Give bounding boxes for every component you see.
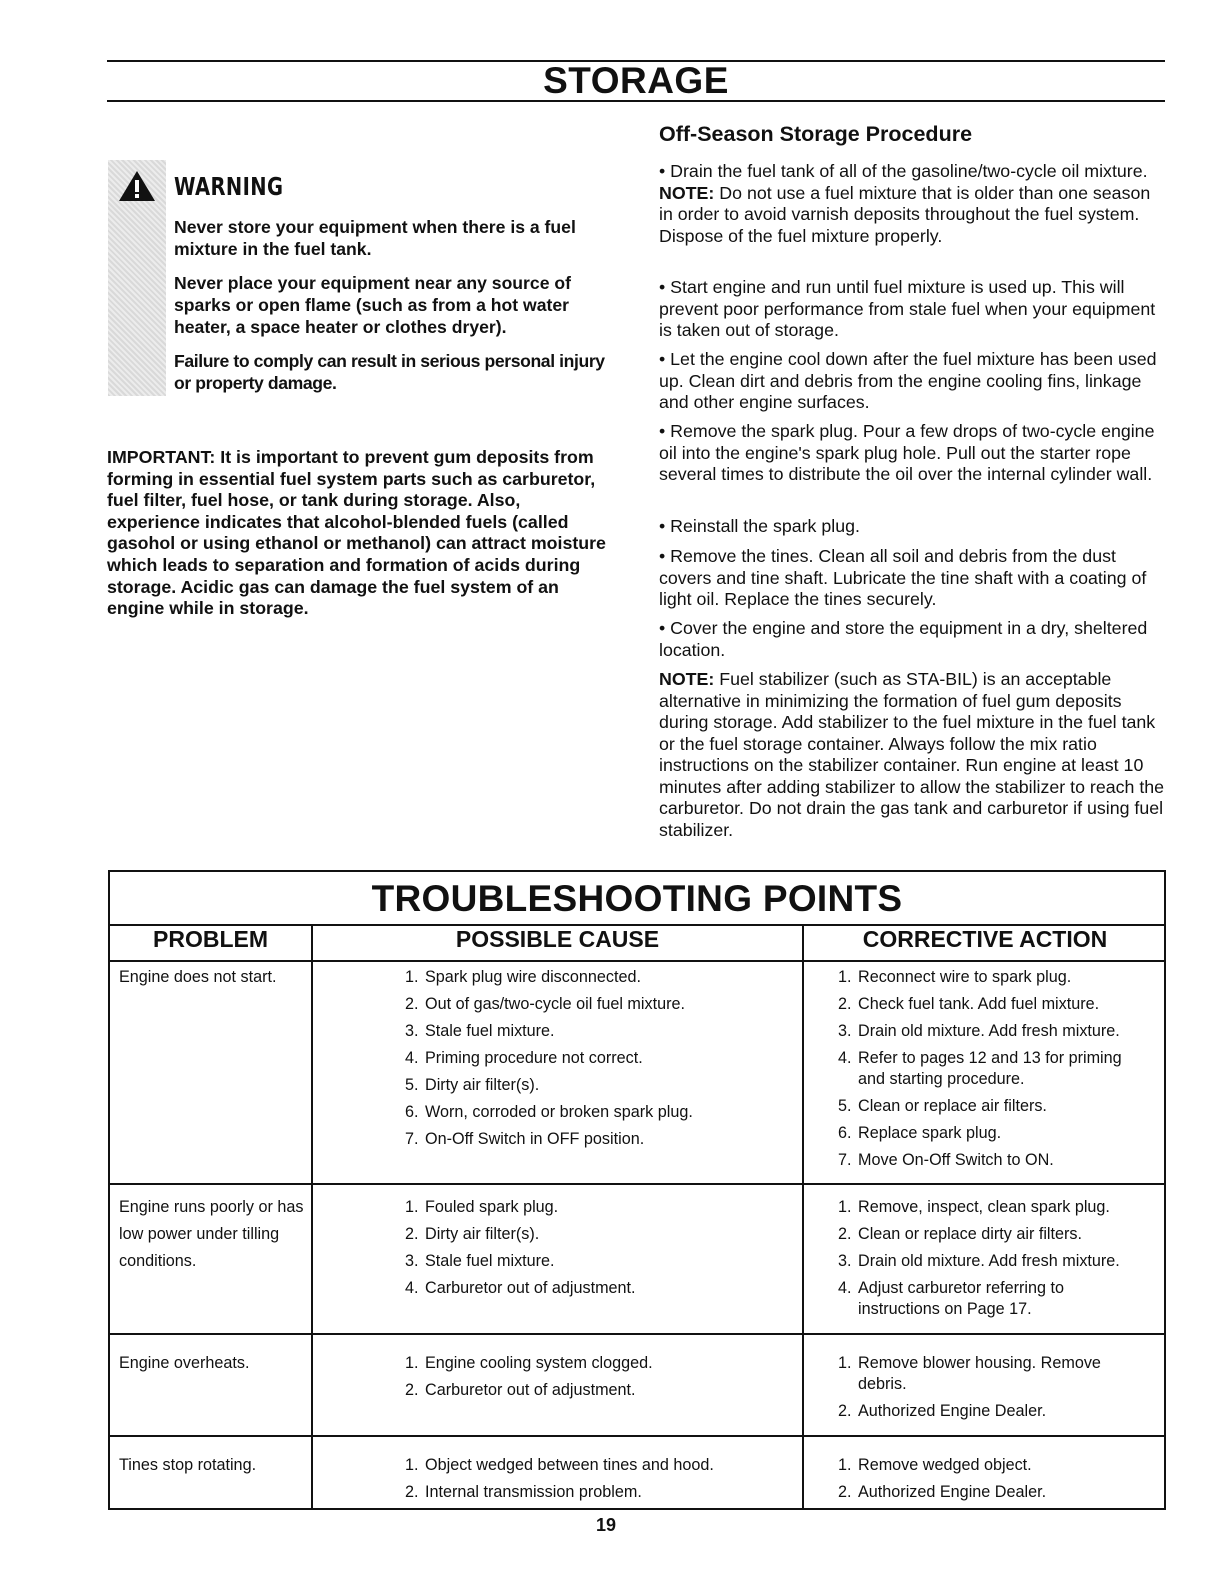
warning-box: [108, 160, 623, 396]
warning-paragraph: Never store your equipment when there is a fuel mixture in the fuel tank.: [174, 217, 576, 259]
problem-cell: Tines stop rotating.: [119, 1456, 257, 1474]
page-title: STORAGE: [543, 60, 729, 101]
list-item: 4. Refer to pages 12 and 13 for priming and starting procedure.: [838, 1049, 1122, 1088]
list-item: 1. Remove wedged object.: [838, 1456, 1032, 1474]
warning-stripe: [108, 160, 166, 396]
list-item: 2. Out of gas/two-cycle oil fuel mixture.: [405, 995, 685, 1013]
action-list: [838, 1353, 1148, 1428]
procedure-step: • Remove the tines. Clean all soil and debris from the dust covers and tine shaft. Lubricate the tine shaft with a coating of light oil. Replace the tines securely.: [659, 546, 1147, 609]
procedure-step: • Drain the fuel tank of all of the gasoline/two-cycle oil mixture. NOTE: Do not use a fuel mixture that is older than one season in order to avoid varnish deposits throughout the fuel system. Dispose of the fuel mixture properly.: [659, 161, 1151, 246]
problem-cell: Engine does not start.: [119, 968, 277, 986]
procedure-step: • Cover the engine and store the equipment in a dry, sheltered location.: [659, 618, 1148, 660]
action-list: [838, 1197, 1148, 1326]
procedure-step: • Let the engine cool down after the fuel mixture has been used up. Clean dirt and debris from the engine cooling fins, linkage and other engine surfaces.: [659, 349, 1157, 412]
problem-cell: Engine runs poorly or has low power under tilling conditions.: [119, 1198, 304, 1270]
column-header-cause: POSSIBLE CAUSE: [455, 926, 660, 952]
list-item: 2. Internal transmission problem.: [405, 1483, 642, 1501]
list-item: 7. On-Off Switch in OFF position.: [405, 1130, 645, 1148]
list-item: 3. Drain old mixture. Add fresh mixture.: [838, 1252, 1120, 1270]
list-item: 2. Authorized Engine Dealer.: [838, 1483, 1047, 1501]
procedure-step: • Reinstall the spark plug.: [659, 516, 860, 536]
warning-icon: [118, 170, 156, 202]
list-item: 1. Engine cooling system clogged.: [405, 1354, 653, 1372]
list-item: 5. Dirty air filter(s).: [405, 1076, 540, 1094]
column-header-problem: PROBLEM: [153, 926, 268, 952]
list-item: 2. Dirty air filter(s).: [405, 1225, 540, 1243]
list-item: 7. Move On-Off Switch to ON.: [838, 1150, 1054, 1169]
list-item: 1. Remove, inspect, clean spark plug.: [838, 1198, 1110, 1216]
list-item: 6. Worn, corroded or broken spark plug.: [405, 1103, 693, 1121]
troubleshooting-title: TROUBLESHOOTING POINTS: [371, 878, 903, 919]
list-item: 3. Drain old mixture. Add fresh mixture.: [838, 1022, 1120, 1040]
list-item: 1. Reconnect wire to spark plug.: [838, 968, 1072, 986]
page-header: [107, 60, 1165, 102]
list-item: 1. Object wedged between tines and hood.: [405, 1456, 714, 1474]
list-item: 5. Clean or replace air filters.: [838, 1096, 1047, 1115]
important-notice: IMPORTANT: It is important to prevent gum deposits from forming in essential fuel system parts such as carburetor, fuel filter, fuel hose, or tank during storage. Also, experience indicates that alcohol-blended fuels (called gasohol or using ethanol or methanol) can attract moisture which leads to separation and formation of acids during storage. Acidic gas can damage the fuel system of an engine while in storage.: [107, 447, 606, 619]
action-list: [838, 1455, 1148, 1509]
column-header-action: CORRECTIVE ACTION: [862, 926, 1108, 952]
cause-list: [405, 1353, 795, 1407]
cause-list: [405, 1455, 795, 1509]
cause-list: [405, 967, 795, 1156]
list-item: 2. Clean or replace dirty air filters.: [838, 1225, 1083, 1243]
list-item: 1. Fouled spark plug.: [405, 1198, 559, 1216]
warning-title: WARNING: [174, 172, 284, 201]
problem-cell: Engine overheats.: [119, 1354, 250, 1372]
procedure-step: • Start engine and run until fuel mixture is used up. This will prevent poor performance from stale fuel when your equipment is taken out of storage.: [659, 277, 1156, 340]
list-item: 2. Check fuel tank. Add fuel mixture.: [838, 995, 1100, 1013]
warning-paragraph: Failure to comply can result in serious personal injury or property damage.: [174, 351, 605, 393]
list-item: 1. Remove blower housing. Remove debris.: [838, 1354, 1101, 1393]
page-number: 19: [595, 1515, 617, 1535]
list-item: 3. Stale fuel mixture.: [405, 1252, 555, 1270]
list-item: 4. Carburetor out of adjustment.: [405, 1279, 636, 1297]
list-item: 2. Carburetor out of adjustment.: [405, 1381, 636, 1399]
stabilizer-note: NOTE: Fuel stabilizer (such as STA-BIL) is an acceptable alternative in minimizing the formation of fuel gum deposits during storage. Add stabilizer to the fuel mixture in the fuel tank or the fuel storage container. Always follow the mix ratio instructions on the stabilizer container. Run engine at least 10 minutes after adding stabilizer to allow the stabilizer to reach the carburetor. Do not drain the gas tank and carburetor if using fuel stabilizer.: [659, 669, 1165, 840]
off-season-title: Off-Season Storage Procedure: [659, 122, 973, 146]
troubleshooting-table: [108, 870, 1166, 1510]
list-item: 6. Replace spark plug.: [838, 1123, 1002, 1142]
action-list: [838, 967, 1148, 1177]
list-item: 2. Authorized Engine Dealer.: [838, 1401, 1047, 1420]
list-item: 4. Priming procedure not correct.: [405, 1049, 643, 1067]
list-item: 1. Spark plug wire disconnected.: [405, 968, 641, 986]
warning-paragraph: Never place your equipment near any source of sparks or open flame (such as from a hot water heater, a space heater or clothes dryer).: [174, 273, 571, 337]
procedure-step: • Remove the spark plug. Pour a few drops of two-cycle engine oil into the engine's spark plug hole. Pull out the starter rope several times to distribute the oil over the internal cylinder wall.: [659, 421, 1155, 484]
cause-list: [405, 1197, 795, 1305]
list-item: 3. Stale fuel mixture.: [405, 1022, 555, 1040]
list-item: 4. Adjust carburetor referring to instructions on Page 17.: [838, 1279, 1065, 1318]
